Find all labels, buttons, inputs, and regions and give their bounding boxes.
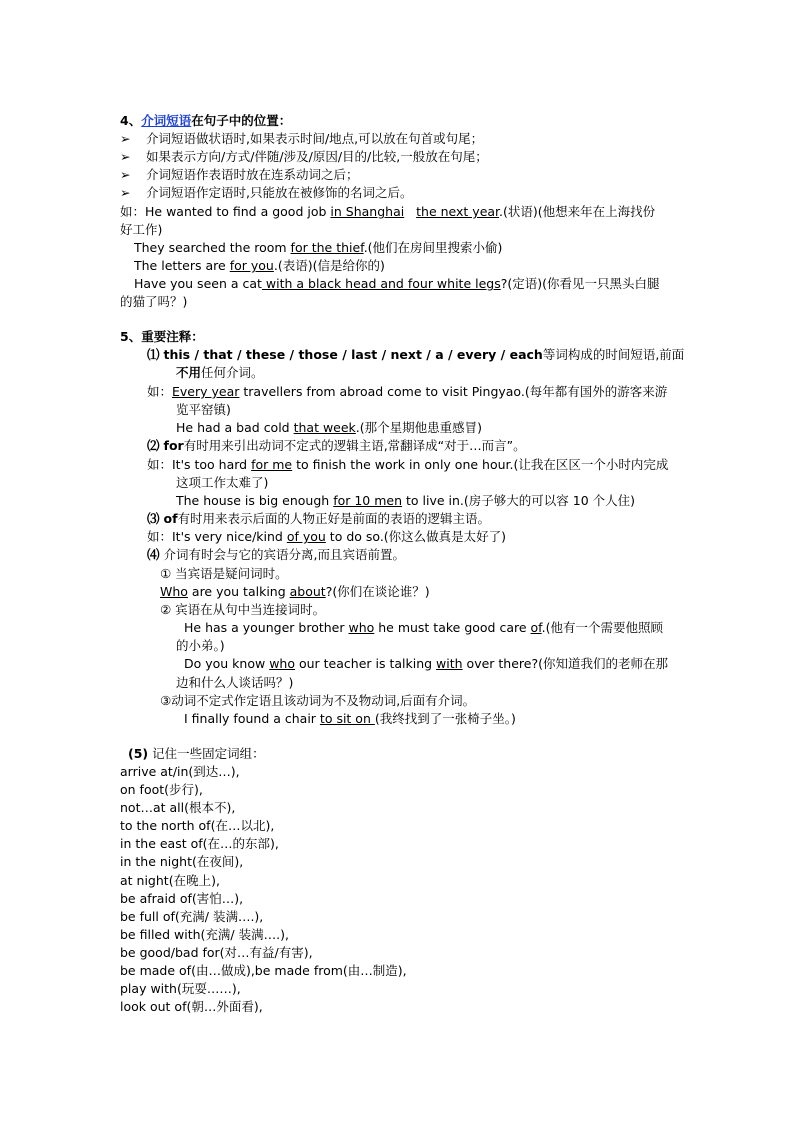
example-line: 如：Every year travellers from abroad come to visit Pingyao.(每年都有国外的游客来游 bbox=[147, 384, 668, 399]
section-4-number: 4、 bbox=[120, 113, 142, 128]
arrow-bullet-icon: ➢ bbox=[120, 131, 131, 146]
section-4-heading bbox=[120, 112, 291, 130]
example-line: He had a bad cold that week.(那个星期他患重感冒) bbox=[176, 420, 483, 435]
example-line: 如：He wanted to find a good job in Shanghai the next year.(状语)(他想来年在上海找份 bbox=[120, 204, 656, 219]
phrase-item: play with(玩耍……), bbox=[120, 981, 241, 996]
example-continuation: 的猫了吗？) bbox=[120, 294, 188, 309]
example-line: Do you know who our teacher is talking with over there?(你知道我们的老师在那 bbox=[184, 656, 668, 671]
example-line: He has a younger brother who he must take good care of.(他有一个需要他照顾 bbox=[184, 620, 664, 635]
phrase-item: be good/bad for(对…有益/有害), bbox=[120, 945, 313, 960]
bullet-item bbox=[120, 184, 412, 202]
bullet-text: 介词短语做状语时,如果表示时间/地点,可以放在句首或句尾； bbox=[146, 131, 484, 146]
phrase-item: arrive at/in(到达…), bbox=[120, 764, 240, 779]
phrase-item: be full of(充满/ 装满….), bbox=[120, 909, 264, 924]
example-line: The house is big enough for 10 men to live in.(房子够大的可以容 10 个人住) bbox=[176, 493, 636, 508]
arrow-bullet-icon: ➢ bbox=[120, 185, 131, 200]
arrow-bullet-icon: ➢ bbox=[120, 167, 131, 182]
phrase-item: in the night(在夜间), bbox=[120, 854, 244, 869]
example-continuation: 览平窑镇) bbox=[176, 402, 231, 417]
arrow-bullet-icon: ➢ bbox=[120, 149, 131, 164]
bullet-item bbox=[120, 166, 359, 184]
note-3: ⑶ of有时用来表示后面的人物正好是前面的表语的逻辑主语。 bbox=[147, 511, 491, 526]
case-3: ③动词不定式作定语且该动词为不及物动词,后面有介词。 bbox=[160, 693, 476, 708]
note-1: ⑴ this / that / these / those / last / next / a / every / each等词构成的时间短语,前面 bbox=[147, 347, 685, 362]
case-1: ① 当宾语是疑问词时。 bbox=[160, 566, 288, 581]
phrases-heading: (5) 记住一些固定词组： bbox=[128, 746, 265, 761]
example-line: Who are you talking about?(你们在谈论谁？) bbox=[160, 584, 430, 599]
example-line: 如：It's very nice/kind of you to do so.(你这么做真是太好了) bbox=[147, 529, 507, 544]
phrase-item: be filled with(充满/ 装满….), bbox=[120, 927, 289, 942]
example-line: They searched the room for the thief.(他们在房间里搜索小偷) bbox=[134, 240, 503, 255]
bullet-item bbox=[120, 130, 483, 148]
phrase-item: not…at all(根本不), bbox=[120, 800, 236, 815]
example-continuation: 的小弟。) bbox=[176, 638, 225, 653]
bullet-text: 介词短语作定语时,只能放在被修饰的名词之后。 bbox=[146, 185, 413, 200]
phrase-item: look out of(朝…外面看), bbox=[120, 999, 263, 1014]
phrase-item: at night(在晚上), bbox=[120, 873, 220, 888]
phrase-item: be made of(由…做成),be made from(由…制造), bbox=[120, 963, 407, 978]
note-4: ⑷ 介词有时会与它的宾语分离,而且宾语前置。 bbox=[147, 547, 405, 562]
phrase-item: in the east of(在…的东部), bbox=[120, 836, 279, 851]
section-5-heading: 5、重要注释： bbox=[120, 329, 204, 344]
bullet-text: 介词短语作表语时放在连系动词之后； bbox=[146, 167, 359, 182]
phrase-item: on foot(步行), bbox=[120, 782, 203, 797]
bullet-text: 如果表示方向/方式/伴随/涉及/原因/目的/比较,一般放在句尾； bbox=[146, 149, 488, 164]
case-2: ② 宾语在从句中当连接词时。 bbox=[160, 602, 326, 617]
example-line: 如：It's too hard for me to finish the work in only one hour.(让我在区区一个小时内完成 bbox=[147, 457, 669, 472]
bullet-item bbox=[120, 148, 488, 166]
example-line: I finally found a chair to sit on (我终找到了一张椅子坐。) bbox=[184, 711, 516, 726]
example-line: The letters are for you.(表语)(信是给你的) bbox=[134, 258, 385, 273]
section-4-heading-rest: 在句子中的位置： bbox=[191, 113, 292, 128]
note-1-continuation: 不用任何介词。 bbox=[176, 365, 264, 380]
example-line: Have you seen a cat with a black head and four white legs?(定语)(你看见一只黑头白腿 bbox=[134, 276, 660, 291]
example-continuation: 这项工作太难了) bbox=[176, 475, 269, 490]
example-continuation: 好工作) bbox=[120, 222, 163, 237]
note-2: ⑵ for有时用来引出动词不定式的逻辑主语,常翻译成“对于…而言”。 bbox=[147, 438, 526, 453]
phrase-item: be afraid of(害怕…), bbox=[120, 891, 244, 906]
phrase-item: to the north of(在…以北), bbox=[120, 818, 275, 833]
prep-phrase-link[interactable]: 介词短语 bbox=[141, 113, 192, 128]
example-continuation: 边和什么人谈话吗？) bbox=[176, 675, 294, 690]
